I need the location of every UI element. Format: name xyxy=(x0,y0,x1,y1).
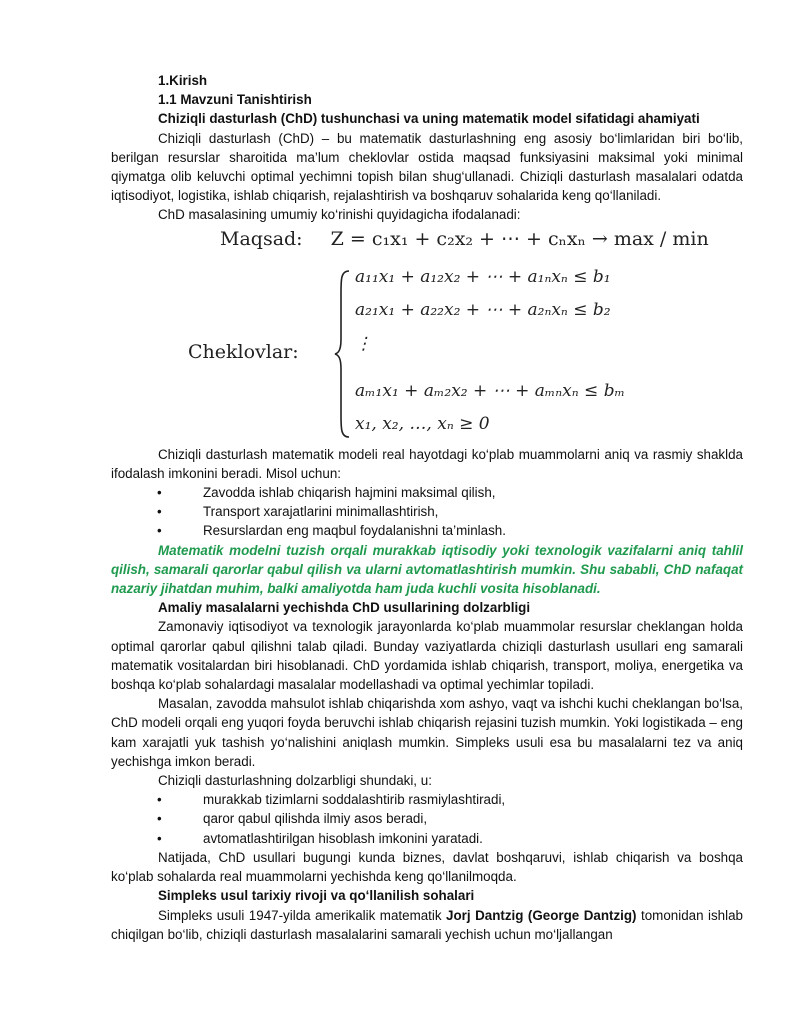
example-list xyxy=(111,483,743,541)
subsection-heading-mavzu: 1.1 Mavzuni Tanishtirish xyxy=(158,92,312,108)
constraint-row-ellipsis: ⋮ xyxy=(355,333,372,354)
paragraph-simplex-history xyxy=(111,906,743,944)
document-body xyxy=(111,71,743,944)
paragraph-chd-definition: Chiziqli dasturlash (ChD) – bu matematik dasturlashning eng asosiy bo‘limlaridan biri bo‘lib, berilgan resurslar sharoitida ma’lum cheklovlar ostida maqsad funksiyasini maksimal yoki minimal qiymatga olib keluvchi optimal yechimni topish bilan shug‘ullanadi. Chiziqli dasturlash masalalari odatda iqtisodiyot, logistika, ishlab chiqarish, rejalashtirish va boshqaruv sohalarida keng qo‘llaniladi. xyxy=(111,130,743,204)
list-item: • murakkab tizimlarni soddalashtirib rasmiylashtiradi, xyxy=(111,790,743,809)
paragraph-model-benefit: Chiziqli dasturlash matematik modeli real hayotdagi ko‘plab muammolarni aniq va rasmiy shaklda ifodalash imkonini beradi. Misol uchun: xyxy=(111,446,743,481)
paragraph-conclusion: Natijada, ChD usullari bugungi kunda biznes, davlat boshqaruvi, ishlab chiqarish va boshqa ko‘plab sohalarda real muammolarni yechishda keng qo‘llanilmoqda. xyxy=(111,849,743,885)
simplex-text-end: tomonidan ishlab chiqilgan bo‘lib, chiziqli dasturlash masalalarini samarali yechish uchun mo‘ljallangan xyxy=(111,907,743,942)
paragraph-modern-economy: Zamonaviy iqtisodiyot va texnologik jarayonlarda ko‘plab muammolar resurslar cheklangan holda optimal qarorlar qabul qilishni talab qiladi. Bunday vaziyatlarda chiziqli dasturlash usullari eng samarali matematik vositalardan biri hisoblanadi. ChD yordamida ishlab chiqarish, transport, moliya, energetika va boshqa ko‘plab sohalardagi masalalar modellashadi va optimal yechimlar topiladi. xyxy=(111,619,743,693)
dantzig-name: Jorj Dantzig (George Dantzig) xyxy=(446,907,637,923)
objective-label: Maqsad: xyxy=(220,227,303,250)
list-item: • Resurslardan eng maqbul foydalanishni ta’minlash. xyxy=(111,521,743,540)
section-heading-kirish: 1.Kirish xyxy=(158,73,208,88)
objective-function xyxy=(220,227,709,250)
paragraph-relevance-intro: Chiziqli dasturlashning dolzarbligi shundaki, u: xyxy=(158,773,432,789)
list-item: • Transport xarajatlarini minimallashtirish, xyxy=(111,502,743,521)
paragraph-example-factory: Masalan, zavodda mahsulot ishlab chiqarishda xom ashyo, vaqt va ishchi kuchi cheklangan bo‘lsa, ChD modeli orqali eng yuqori foyda beruvchi ishlab chiqarish rejasini tuzish mumkin. Yoki logistikada – eng kam xarajatli yuk tashish yo‘nalishini aniqlash mumkin. Simpleks usuli esa bu masalalarni tez va aniq yechishga imkon beradi. xyxy=(111,696,743,769)
highlighted-paragraph: Matematik modelni tuzish orqali murakkab iqtisodiy yoki texnologik vazifalarni aniq tahlil qilish, samarali qarorlar qabul qilish va ularni avtomatlashtirish mumkin. Shu sababli, ChD nafaqat nazariy jihatdan muhim, balki amaliyotda ham juda kuchli vosita hisoblanadi. xyxy=(111,542,743,597)
list-item: • avtomatlashtirilgan hisoblash imkonini yaratadi. xyxy=(111,829,743,848)
topic-heading-chd: Chiziqli dasturlash (ChD) tushunchasi va uning matematik model sifatidagi ahamiyati xyxy=(158,111,700,127)
section-heading-amaliy: Amaliy masalalarni yechishda ChD usullarining dolzarbligi xyxy=(158,600,531,616)
list-item: • Zavodda ishlab chiqarish hajmini maksimal qilish, xyxy=(111,483,743,502)
section-heading-simpleks: Simpleks usul tarixiy rivoji va qo‘llanilish sohalari xyxy=(158,888,475,904)
relevance-list xyxy=(111,790,743,848)
list-item: • qaror qabul qilishda ilmiy asos beradi, xyxy=(111,809,743,828)
lp-formula xyxy=(111,225,743,445)
objective-expression: Z = c₁x₁ + c₂x₂ + ⋯ + cₙxₙ → max / min xyxy=(330,227,709,250)
simplex-text-start: Simpleks usuli 1947-yilda amerikalik matematik xyxy=(158,907,447,923)
nonnegativity-row: x₁, x₂, …, xₙ ≥ 0 xyxy=(355,413,490,434)
constraint-row-2: a₂₁x₁ + a₂₂x₂ + ⋯ + a₂ₙxₙ ≤ b₂ xyxy=(355,299,611,320)
paragraph-general-form-intro: ChD masalasining umumiy ko‘rinishi quyidagicha ifodalanadi: xyxy=(158,207,521,223)
constraints-brace xyxy=(334,269,352,439)
constraints-label: Cheklovlar: xyxy=(188,340,299,363)
constraint-row-1: a₁₁x₁ + a₁₂x₂ + ⋯ + a₁ₙxₙ ≤ b₁ xyxy=(355,266,611,287)
constraint-row-m: aₘ₁x₁ + aₘ₂x₂ + ⋯ + aₘₙxₙ ≤ bₘ xyxy=(355,380,625,401)
